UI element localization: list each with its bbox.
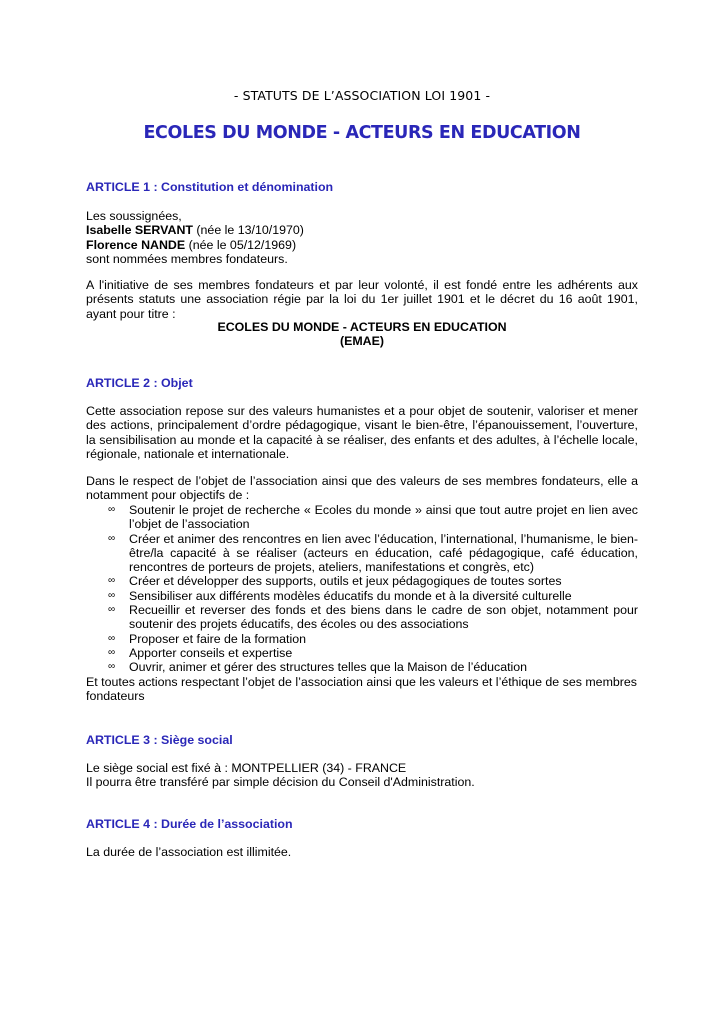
article-2-paragraph-1: Cette association repose sur des valeurs humanistes et a pour objet de soutenir, valoriser et mener des actions, principalement d’ordre pédagogique, visant le bien-être, l’épanouissement, l’ouverture, la sensibilisation au monde et la capacité à se réaliser, des enfants et des adultes, à l’échelle locale, régionale, nationale et internationale. xyxy=(86,404,638,461)
article-1-founders xyxy=(86,209,638,266)
list-item xyxy=(86,660,638,674)
founder-1-detail: (née le 13/10/1970) xyxy=(192,223,304,238)
objective-text: Proposer et faire de la formation xyxy=(129,631,307,646)
list-item xyxy=(86,532,638,575)
document-title: ECOLES DU MONDE - ACTEURS EN EDUCATION xyxy=(143,123,581,143)
list-item xyxy=(86,503,638,532)
objective-text: Recueillir et reverser des fonds et des biens dans le cadre de son objet, notamment pour soutenir des projets éducatifs, des écoles ou des associations xyxy=(129,603,638,632)
list-item xyxy=(86,589,638,603)
infinity-bullet-icon: ∞ xyxy=(108,632,116,644)
objective-text: Sensibiliser aux différents modèles éducatifs du monde et à la diversité culturelle xyxy=(129,588,572,603)
founder-2-detail: (née le 05/12/1969) xyxy=(185,237,297,252)
list-item xyxy=(86,603,638,632)
article-2-paragraph-2: Dans le respect de l’objet de l’association ainsi que des valeurs de ses membres fondateurs, elle a notamment pour objectifs de : xyxy=(86,474,638,503)
infinity-bullet-icon: ∞ xyxy=(108,661,116,673)
infinity-bullet-icon: ∞ xyxy=(108,532,116,544)
objective-text: Soutenir le projet de recherche « Ecoles du monde » ainsi que tout autre projet en lien avec l’objet de l’association xyxy=(129,503,638,532)
infinity-bullet-icon: ∞ xyxy=(108,646,116,658)
article-4-heading: ARTICLE 4 : Durée de l’association xyxy=(86,817,293,831)
article-3-heading: ARTICLE 3 : Siège social xyxy=(86,733,233,747)
article-3-body xyxy=(86,761,638,790)
objective-text: Ouvrir, animer et gérer des structures telles que la Maison de l’éducation xyxy=(129,660,528,675)
founders-note: sont nommées membres fondateurs. xyxy=(86,251,288,266)
head-office-location: Le siège social est fixé à : MONTPELLIER (34) - FRANCE xyxy=(86,761,407,775)
founders-intro: Les soussignées, xyxy=(86,209,182,223)
article-2-heading: ARTICLE 2 : Objet xyxy=(86,376,193,390)
objective-text: Créer et animer des rencontres en lien avec l’éducation, l’international, l’humanisme, le bien-être/la capacité à se réaliser (acteurs en éducation, café pédagogique, café éducation, rencontres de porteurs de projets, ateliers, manifestations et congrès, etc) xyxy=(129,531,638,575)
list-item xyxy=(86,574,638,588)
list-item xyxy=(86,632,638,646)
article-1-paragraph: A l'initiative de ses membres fondateurs et par leur volonté, il est fondé entre les adhérents aux présents statuts une association régie par la loi du 1er juillet 1901 et le décret du 16 août 1901, ayant pour titre : xyxy=(86,278,638,321)
founder-1-name: Isabelle SERVANT xyxy=(86,223,193,238)
founder-2 xyxy=(86,238,638,252)
association-acronym: (EMAE) xyxy=(339,334,385,349)
infinity-bullet-icon: ∞ xyxy=(108,504,116,515)
infinity-bullet-icon: ∞ xyxy=(108,589,116,601)
founder-1 xyxy=(86,223,638,237)
objective-text: Créer et développer des supports, outils et jeux pédagogiques de toutes sortes xyxy=(129,574,562,589)
objective-text: Apporter conseils et expertise xyxy=(129,645,293,660)
head-office-transfer: Il pourra être transféré par simple décision du Conseil d'Administration. xyxy=(86,775,475,790)
article-2-closing: Et toutes actions respectant l’objet de l’association ainsi que les valeurs et l’éthique de ses membres fondateurs xyxy=(86,674,637,703)
list-item xyxy=(86,646,638,660)
association-duration: La durée de l’association est illimitée. xyxy=(86,845,292,859)
objectives-list xyxy=(86,503,638,675)
infinity-bullet-icon: ∞ xyxy=(108,575,116,587)
article-1-heading: ARTICLE 1 : Constitution et dénomination xyxy=(86,180,334,194)
objectives-list-container xyxy=(86,503,638,703)
document-supertitle: - STATUTS DE L’ASSOCIATION LOI 1901 - xyxy=(233,88,491,103)
association-name xyxy=(86,320,638,349)
founder-2-name: Florence NANDE xyxy=(86,237,186,252)
article-4-body xyxy=(86,845,638,859)
infinity-bullet-icon: ∞ xyxy=(108,604,116,616)
association-name-title: ECOLES DU MONDE - ACTEURS EN EDUCATION xyxy=(217,320,507,334)
